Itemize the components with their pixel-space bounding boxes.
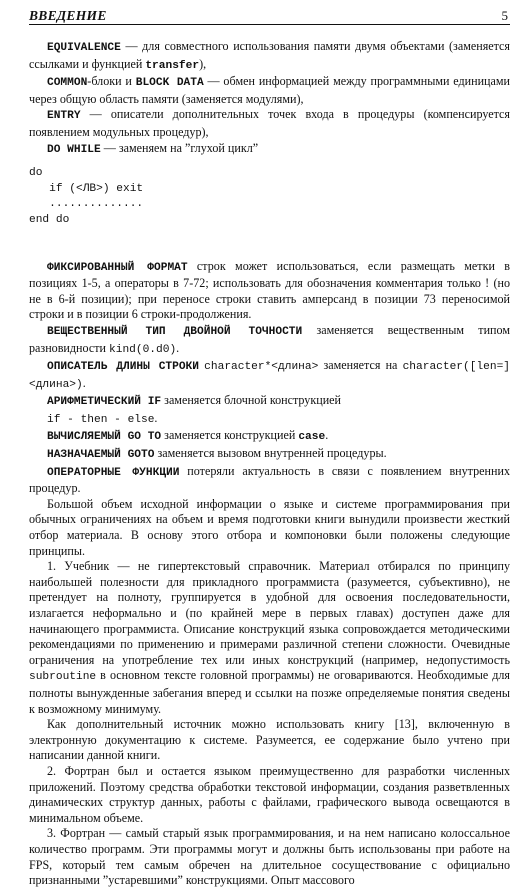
paragraph-selection: Большой объем исходной информации о языке и системе программирования при обычных ограничениях на объем и время подготовки книги вынудили произвести жесткий отбор материала. В основу этого отбора и компоновки были положены следующие принципы. xyxy=(29,496,510,558)
text: . xyxy=(154,410,158,425)
keyword: ОПИСАТЕЛЬ ДЛИНЫ СТРОКИ xyxy=(47,361,199,374)
code-line: end do xyxy=(29,213,70,226)
paragraph-if-then-else xyxy=(29,411,510,429)
keyword: BLOCK DATA xyxy=(135,77,204,90)
text: заменяется блочной конструкцией xyxy=(161,393,342,408)
keyword: EQUIVALENCE xyxy=(47,42,121,54)
code-line: .............. xyxy=(29,198,144,211)
text: заменяется на xyxy=(318,358,403,373)
chapter-title: ВВЕДЕНИЕ xyxy=(29,8,107,23)
paragraph-additional-source: Как дополнительный источник можно использовать книгу [13], включенную в электронную документацию к системе. Разумеется, ее содержание было учтено при написании данной книги. xyxy=(29,717,510,763)
running-header xyxy=(29,0,510,25)
keyword: DO WHILE xyxy=(47,143,101,156)
text: — обмен информацией между программными единицами через общую область памяти (заменяется модулями), xyxy=(29,74,511,106)
paragraph-computed-goto xyxy=(29,428,510,446)
paragraph-do-while xyxy=(29,141,510,159)
keyword: АРИФМЕТИЧЕСКИЙ IF xyxy=(47,396,162,409)
code-inline: subroutine xyxy=(29,671,97,684)
code-line: do xyxy=(29,167,43,180)
page-number: 5 xyxy=(501,8,508,23)
text: — заменяем на ”глухой цикл” xyxy=(100,140,259,155)
text: . xyxy=(176,340,180,355)
text: 1. Учебник — не гипертекстовый справочник. Материал отбирался по принципу наибольшей полезности для прикладного программиста (разумеется, субъективно), не претендует на полноту, группируется в удобной для освоения последовательности, излагается неформально и (по крайней мере в первых главах) доступен даже для начинающего программиста. Описание конструкций языка сопровождается методическими рекомендациями по применению и примерами различной степени сложности. Очевидные ограничения на употребление тех или иных конструкций (например, недопустимость xyxy=(29,559,510,667)
code-inline: character([len=]<длина>) xyxy=(29,361,511,391)
paragraph-principle-2: 2. Фортран был и остается языком преимущественно для разработки численных приложений. Поэтому средства обработки текстовой информации, создания разветвленных динамических структур данных, работы с файлами, графического вывода освещаются в минимальном объеме. xyxy=(29,763,510,825)
code-inline: kind(0.d0) xyxy=(109,343,177,356)
paragraph-common xyxy=(29,74,510,107)
code-block xyxy=(29,166,510,228)
code-line: if (<ЛВ>) exit xyxy=(29,182,144,195)
text: заменяется вызовом внутренней процедуры. xyxy=(154,446,387,461)
text: — для совместного использования памяти двумя объектами (заменяется ссылками и функцией xyxy=(29,39,510,71)
paragraph-equivalence xyxy=(29,39,510,74)
keyword: transfer xyxy=(145,59,200,72)
keyword: НАЗНАЧАЕМЫЙ GOTO xyxy=(47,449,155,462)
code-inline: character*<длина> xyxy=(204,361,319,374)
paragraph-string-length xyxy=(29,358,510,393)
paragraph-double-precision xyxy=(29,323,510,358)
spacer xyxy=(29,243,510,259)
paragraph-assigned-goto xyxy=(29,446,510,464)
text: потеряли актуальность в связи с появлением внутренних процедур. xyxy=(29,463,510,496)
text: — описатели дополнительных точек входа в процедуры (компенсируется появлением модульных процедур), xyxy=(29,107,510,139)
paragraph-arithmetic-if xyxy=(29,393,510,411)
keyword: ВЕЩЕСТВЕННЫЙ ТИП ДВОЙНОЙ ТОЧНОСТИ xyxy=(47,325,303,338)
code-inline: if - then - else xyxy=(47,413,155,426)
keyword: ОПЕРАТОРНЫЕ ФУНКЦИИ xyxy=(47,466,180,479)
keyword: ENTRY xyxy=(47,110,81,123)
keyword: ВЫЧИСЛЯЕМЫЙ GO TO xyxy=(47,431,162,444)
paragraph-fixed-format xyxy=(29,259,510,323)
paragraph-statement-functions xyxy=(29,464,510,497)
text: строк может использоваться, если размещать метки в позициях 1-5, а операторы в 7-72; использовать для обозначения комментария только ! (но не в 6-й позиции); при переносе строки ставить амперсанд в позиции 73 переносимой строки и в позиции 6 строки-продолжения. xyxy=(29,258,510,322)
text: ), xyxy=(199,56,207,71)
keyword: COMMON xyxy=(47,77,88,90)
paragraph-principle-1 xyxy=(29,559,510,717)
keyword: case xyxy=(298,431,326,444)
paragraph-principle-3: 3. Фортран — самый старый язык программирования, и на нем написано колоссальное количество программ. Эти программы могут и должны быть использованы при работе на FPS, который тем самым обречен на длительное сосуществование с официально признанными ”устаревшими” конструкциями. Опыт массового xyxy=(29,826,510,888)
paragraph-entry xyxy=(29,107,510,140)
text: -блоки и xyxy=(87,74,136,89)
text: . xyxy=(325,428,329,443)
text: . xyxy=(82,375,86,390)
text: в основном тексте головной программы) не оговариваются. Необходимые для полноты вынужденные забегания вперед и ссылки на позже определяемые понятия сведены к возможному минимуму. xyxy=(29,668,510,716)
text: заменяется конструкцией xyxy=(161,428,299,443)
keyword: ФИКСИРОВАННЫЙ ФОРМАТ xyxy=(47,261,188,274)
text: заменяется вещественным типом разновидности xyxy=(29,322,510,355)
